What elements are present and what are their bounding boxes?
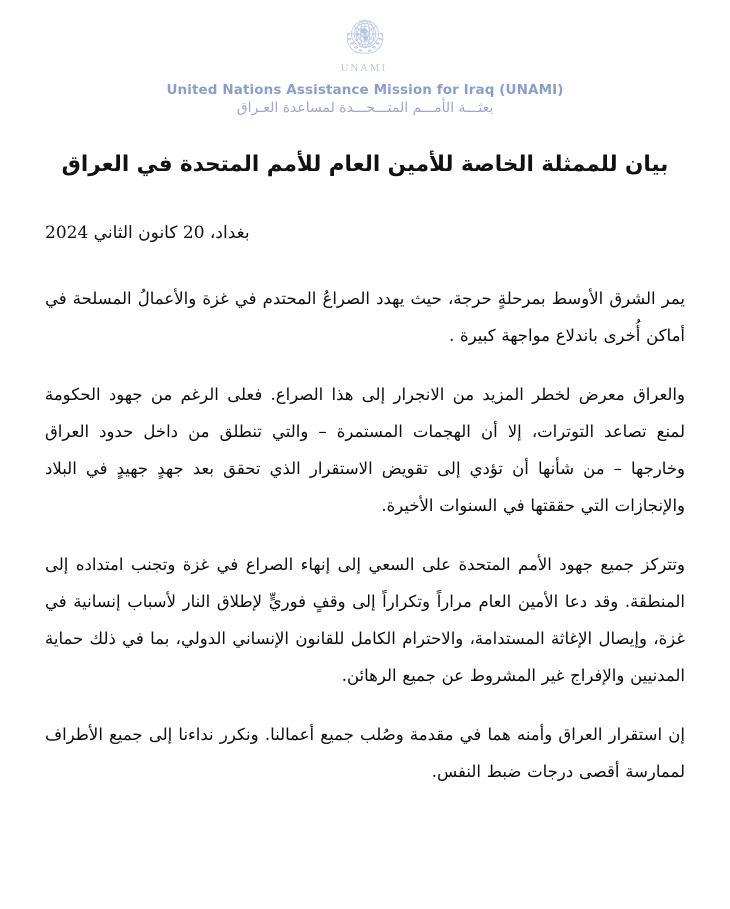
dateline-text: بغداد، 20 كانون الثاني 2024: [45, 223, 250, 243]
dateline: [45, 220, 685, 246]
letterhead: [0, 0, 730, 118]
un-emblem-block: [0, 8, 730, 80]
statement-paragraph: يمر الشرق الأوسط بمرحلةٍ حرجة، حيث يهدد الصراعُ المحتدم في غزة والأعمالُ المسلحة في أماكن أُخرى باندلاع مواجهة كبيرة .: [45, 289, 685, 345]
statement-paragraph: والعراق معرض لخطر المزيد من الانجرار إلى هذا الصراع. فعلى الرغم من جهود الحكومة لمنع تصاعد التوترات، إلا أن الهجمات المستمرة – والتي تنطلق من داخل حدود العراق وخارجها – من شأنها أن تؤدي إلى تقويض الاستقرار الذي تحقق بعد جهدٍ جهيدٍ في البلاد والإنجازات التي حققتها في السنوات الأخيرة.: [45, 385, 685, 515]
page-title: بيان للممثلة الخاصة للأمين العام للأمم المتحدة في العراق: [61, 152, 669, 177]
letterhead-title-en: United Nations Assistance Mission for Iraq (UNAMI): [166, 82, 564, 98]
statement-paragraph: إن استقرار العراق وأمنه هما في مقدمة وصُلب جميع أعمالنا. ونكرر نداءنا إلى جميع الأطراف لممارسة أقصى درجات ضبط النفس.: [45, 725, 685, 781]
emblem-wordmark: UNAMI: [340, 63, 388, 75]
letterhead-title-ar: بعثـــة الأمـــم المتـــحـــدة لمساعدة العـراق: [236, 100, 494, 116]
statement-paragraph: وتتركز جميع جهود الأمم المتحدة على السعي إلى إنهاء الصراع في غزة وتجنب امتداده إلى المنطقة. وقد دعا الأمين العام مراراً وتكراراً إلى وقفٍ فوريٍّ لإطلاق النار لأسباب إنسانية في غزة، وإيصال الإغاثة المستدامة، والاحترام الكامل للقانون الإنساني الدولي، بما في ذلك حماية المدنيين والإفراج غير المشروط عن جميع الرهائن.: [45, 555, 685, 685]
un-emblem-icon: [334, 13, 396, 63]
statement-body: [45, 280, 685, 790]
